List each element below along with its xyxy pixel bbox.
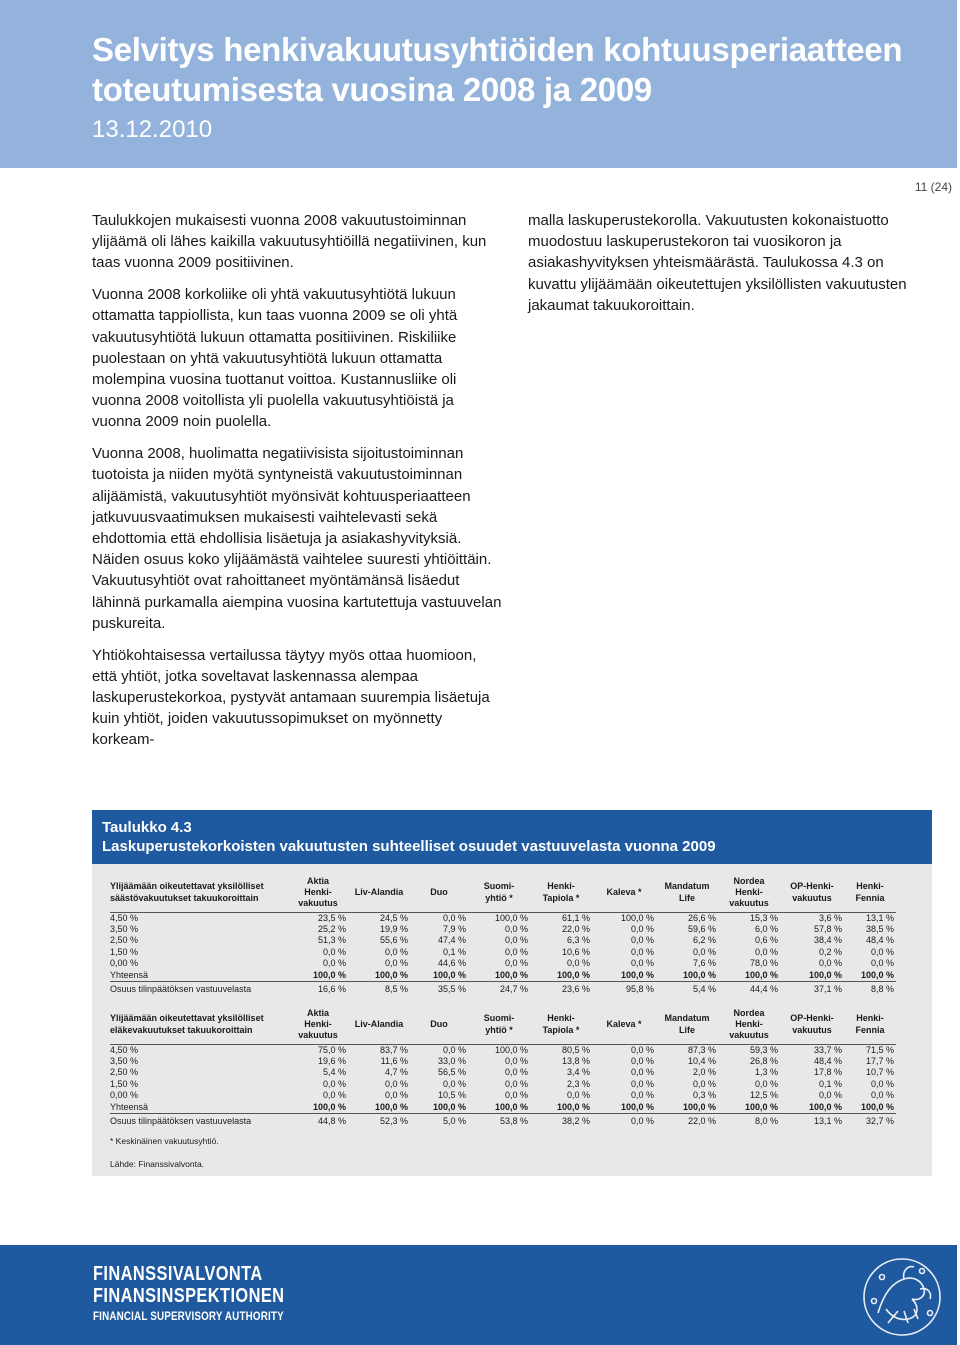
table-title: Laskuperustekorkoisten vakuutusten suhteelliset osuudet vastuuvelasta vuonna 2009 [102,838,716,855]
table-cell: 0,0 % [442,1044,466,1055]
table-cell: 35,5 % [410,981,468,995]
table-cell: 100,0 % [620,1101,654,1112]
title-line-2: toteutumisesta vuosina 2008 ja 2009 [92,71,652,108]
table-cell: 0,0 % [818,958,842,969]
table-caption [92,810,932,864]
table-cell: 37,1 % [780,981,844,995]
table-cell: 100,0 % [432,1101,466,1112]
table-cell: 6,2 % [692,935,716,946]
table-cell: 0,2 % [818,946,842,957]
paragraph: Vuonna 2008 korkoliike oli yhtä vakuutusyhtiötä lukuun ottamatta tappiollista, kun taas vuonna 2009 se oli yhtä vakuutusyhtiötä lukuun ottamatta positiivinen. Riskiliike puolestaan on yhtä vakuutusyhtiötä lukuun ottamatta molempina vuosina tuottanut voittoa. Kustannusliike oli vuonna 2008 voitollista yli puolella vakuutusyhtiöistä ja vuonna 2009 noin puolella. [92,286,458,431]
row-label: 1,50 % [110,1078,139,1089]
table-cell: 100,0 % [682,1101,716,1112]
table-cell: 0,0 % [322,1078,346,1089]
table-cell: 71,5 % [865,1044,894,1055]
table-cell: 16,6 % [288,981,348,995]
table-cell: 0,6 % [754,935,778,946]
document-date: 13.12.2010 [92,116,213,143]
row-group-label-line-2: säästövakuutukset takuukoroittain [110,892,259,903]
table-cell: 0,0 % [322,946,346,957]
table-cell: 0,0 % [504,1090,528,1101]
table-cell: 2,3 % [566,1078,590,1089]
table-cell: 26,6 % [687,912,716,923]
row-group-label-line-1: Ylijäämään oikeutettavat yksilölliset [110,881,264,892]
table-cell: 22,0 % [561,923,590,934]
column-header: Henki-Fennia [844,1006,896,1044]
table-row [110,912,896,924]
table-cell: 61,1 % [561,912,590,923]
table-cell: 33,7 % [813,1044,842,1055]
row-label: 2,50 % [110,1067,139,1078]
table-cell: 100,0 % [556,969,590,980]
table-row [110,958,896,969]
table-cell: 0,0 % [870,1078,894,1089]
table-cell: 75,0 % [317,1044,346,1055]
table-cell: 100,0 % [494,969,528,980]
total-row [110,970,896,982]
row-label: 0,00 % [110,958,139,969]
table-row [110,935,896,946]
column-header: Suomi-yhtiö * [468,1006,530,1044]
table-cell: 100,0 % [374,969,408,980]
column-header: Aktia Henki-vakuutus [288,1006,348,1044]
table-cell: 56,5 % [437,1067,466,1078]
column-header: OP-Henki-vakuutus [780,1006,844,1044]
table-cell: 0,1 % [442,946,466,957]
table-cell: 100,0 % [620,969,654,980]
table-cell: 100,0 % [860,1101,894,1112]
table-cell: 0,0 % [630,1090,654,1101]
row-group-label-line-1: Ylijäämään oikeutettavat yksilölliset [110,1013,264,1024]
table-cell: 17,8 % [813,1067,842,1078]
paragraph: Vuonna 2008, huolimatta negatiivisista sijoitustoiminnan tuotoista ja niiden myötä syntyneistä vakuutustoiminnan alijäämistä, vakuutusyhtiöt myönsivät kohtuusperiaatteen jatkuvuusvaatimuksen mukaisesti vaihtelevasti sekä ehdottomia että ehdollisia lisäetuja ja asiakashyvityksiä. Näiden osuus koko ylijäämästä vaihtelee suuresti yhtiöittäin. Vakuutusyhtiöt ovat rahoittaneet myöntämänsä lisäedut lähinnä purkamalla aiempina vuosina kartutettuja vastuuvelan puskureita. [92,445,502,632]
table-cell: 32,7 % [844,1113,896,1127]
table-cell: 0,0 % [384,958,408,969]
column-header: Mandatum Life [656,1006,718,1044]
column-header: Kaleva * [592,1006,656,1044]
table-cell: 80,5 % [561,1044,590,1055]
table-cell: 83,7 % [379,1044,408,1055]
table-cell: 33,0 % [437,1055,466,1066]
row-group-label [110,1006,288,1044]
table-cell: 6,0 % [754,923,778,934]
row-group-label [110,874,288,912]
table-cell: 0,0 % [870,1090,894,1101]
table-cell: 44,4 % [718,981,780,995]
table-cell: 38,4 % [813,935,842,946]
table-cell: 0,0 % [630,958,654,969]
table-cell: 95,8 % [592,981,656,995]
table-cell: 100,0 % [860,969,894,980]
table-cell: 0,0 % [592,1113,656,1127]
table-cell: 55,6 % [379,935,408,946]
table-header-row [110,874,896,912]
page-number: 11 (24) [914,180,952,194]
table-cell: 44,8 % [288,1113,348,1127]
table-cell: 100,0 % [744,969,778,980]
row-label: 0,00 % [110,1090,139,1101]
table-cell: 0,0 % [442,912,466,923]
table-row [110,947,896,958]
total-row [110,1102,896,1114]
table-cell: 78,0 % [749,958,778,969]
table-cell: 0,0 % [566,958,590,969]
column-header: Liv-Alandia [348,874,410,912]
table-cell: 100,0 % [744,1101,778,1112]
table-cell: 0,0 % [504,1067,528,1078]
brand-name-english: FINANCIAL SUPERVISORY AUTHORITY [93,1309,284,1323]
row-label: 4,50 % [110,912,139,923]
table-cell: 100,0 % [808,1101,842,1112]
table-cell: 13,1 % [865,912,894,923]
brand-name-swedish: FINANSINSPEKTIONEN [93,1285,285,1307]
table-header-row [110,1006,896,1044]
column-header: Aktia Henki-vakuutus [288,874,348,912]
table-cell: 59,3 % [749,1044,778,1055]
table-cell: 0,3 % [692,1090,716,1101]
row-label: 4,50 % [110,1044,139,1055]
table-number: Taulukko 4.3 [102,819,192,836]
brand-name-finnish: FINANSSIVALVONTA [93,1263,263,1285]
table-cell: 6,3 % [566,935,590,946]
table-cell: 100,0 % [620,912,654,923]
table-cell: 0,1 % [818,1078,842,1089]
table-cell: 0,0 % [870,958,894,969]
share-row [110,981,896,995]
row-label: 1,50 % [110,946,139,957]
table-cell: 87,3 % [687,1044,716,1055]
lion-crest-icon [858,1253,946,1341]
table-4-3 [92,810,932,1176]
table-cell: 0,0 % [322,1090,346,1101]
column-header: Nordea Henki-vakuutus [718,874,780,912]
column-header: Suomi-yhtiö * [468,874,530,912]
table-cell: 0,0 % [870,946,894,957]
paragraph: malla laskuperustekorolla. Vakuutusten kokonaistuotto muodostuu laskuperustekoron tai vuosikoron ja asiakashyvityksen yhteismäärästä. Taulukossa 4.3 on kuvattu ylijäämään oikeutettujen yksilöllisten vakuutusten jakaumat takuukoroittain. [528,212,907,314]
table-cell: 5,0 % [410,1113,468,1127]
table-cell: 52,3 % [348,1113,410,1127]
source-note: Lähde: Finanssivalvonta. [110,1159,205,1169]
table-cell: 44,6 % [437,958,466,969]
title-line-1: Selvitys henkivakuutusyhtiöiden kohtuusperiaatteen [92,31,903,68]
table-cell: 0,0 % [754,1078,778,1089]
table-cell: 7,9 % [442,923,466,934]
column-header: Duo [410,1006,468,1044]
column-header: Mandatum Life [656,874,718,912]
body-left-column [92,210,502,761]
table-cell: 100,0 % [494,1101,528,1112]
table-cell: 0,0 % [384,1090,408,1101]
table-cell: 0,0 % [566,1090,590,1101]
table-cell: 0,0 % [692,946,716,957]
table-row [110,1056,896,1067]
table-cell: 100,0 % [494,912,528,923]
table-cell: 1,3 % [754,1067,778,1078]
table-cell: 11,6 % [380,1055,408,1066]
table-cell: 0,0 % [692,1078,716,1089]
table-cell: 13,1 % [780,1113,844,1127]
table-cell: 100,0 % [494,1044,528,1055]
row-label: Yhteensä [110,969,149,980]
table-cell: 19,6 % [317,1055,346,1066]
table-cell: 5,4 % [656,981,718,995]
table-cell: 100,0 % [556,1101,590,1112]
row-label: Osuus tilinpäätöksen vastuuvelasta [110,981,288,995]
mutual-company-note: * Keskinäinen vakuutusyhtiö. [110,1136,219,1146]
table-cell: 12,5 % [749,1090,778,1101]
column-header: OP-Henki-vakuutus [780,874,844,912]
table-row [110,1067,896,1078]
table-cell: 100,0 % [432,969,466,980]
table-cell: 100,0 % [312,969,346,980]
table-cell: 19,9 % [379,923,408,934]
table-cell: 47,4 % [437,935,466,946]
table-row [110,924,896,935]
table-cell: 38,5 % [865,923,894,934]
share-row [110,1113,896,1127]
table-cell: 23,5 % [317,912,346,923]
table-cell: 0,0 % [630,1055,654,1066]
row-label: 2,50 % [110,935,139,946]
body-right-column [528,210,928,327]
table-cell: 10,4 % [687,1055,716,1066]
table-cell: 22,0 % [656,1113,718,1127]
table-cell: 8,8 % [844,981,896,995]
table-cell: 4,7 % [384,1067,408,1078]
table-cell: 10,5 % [437,1090,466,1101]
table-cell: 15,3 % [749,912,778,923]
row-label: Osuus tilinpäätöksen vastuuvelasta [110,1113,288,1127]
table-cell: 10,6 % [561,946,590,957]
table-cell: 3,6 % [818,912,842,923]
table-cell: 100,0 % [682,969,716,980]
table-cell: 8,0 % [718,1113,780,1127]
table-cell: 24,7 % [468,981,530,995]
row-label: 3,50 % [110,1055,139,1066]
row-label: Yhteensä [110,1101,149,1112]
savings-insurance-table [110,874,896,995]
table-row [110,1090,896,1101]
table-cell: 8,5 % [348,981,410,995]
table-cell: 0,0 % [630,1067,654,1078]
row-label: 3,50 % [110,923,139,934]
table-cell: 0,0 % [504,935,528,946]
table-cell: 53,8 % [468,1113,530,1127]
table-cell: 51,3 % [317,935,346,946]
column-header: Henki-Tapiola * [530,1006,592,1044]
table-cell: 100,0 % [374,1101,408,1112]
table-cell: 7,6 % [692,958,716,969]
table-cell: 48,4 % [865,935,894,946]
table-cell: 25,2 % [317,923,346,934]
table-cell: 0,0 % [504,946,528,957]
table-cell: 17,7 % [865,1055,894,1066]
table-cell: 26,8 % [749,1055,778,1066]
table-cell: 0,0 % [630,1078,654,1089]
column-header: Liv-Alandia [348,1006,410,1044]
table-cell: 0,0 % [384,946,408,957]
table-cell: 59,6 % [687,923,716,934]
table-cell: 0,0 % [818,1090,842,1101]
document-footer [0,1245,957,1345]
table-row [110,1044,896,1056]
document-header [0,0,957,168]
table-cell: 0,0 % [754,946,778,957]
table-cell: 5,4 % [322,1067,346,1078]
column-header: Nordea Henki-vakuutus [718,1006,780,1044]
table-cell: 0,0 % [322,958,346,969]
table-cell: 0,0 % [630,935,654,946]
table-cell: 0,0 % [442,1078,466,1089]
table-cell: 0,0 % [504,923,528,934]
table-cell: 2,0 % [692,1067,716,1078]
column-header: Duo [410,874,468,912]
table-cell: 3,4 % [566,1067,590,1078]
table-cell: 57,8 % [813,923,842,934]
table-cell: 100,0 % [312,1101,346,1112]
paragraph: Taulukkojen mukaisesti vuonna 2008 vakuutustoiminnan ylijäämä oli lähes kaikilla vakuutusyhtiöillä negatiivinen, kun taas vuonna 2009 positiivinen. [92,212,487,272]
table-cell: 0,0 % [630,923,654,934]
table-cell: 0,0 % [630,1044,654,1055]
document-title [92,30,912,110]
table-cell: 0,0 % [384,1078,408,1089]
table-row [110,1079,896,1090]
table-cell: 100,0 % [808,969,842,980]
row-group-label-line-2: eläkevakuutukset takuukoroittain [110,1024,253,1035]
table-cell: 38,2 % [530,1113,592,1127]
paragraph: Yhtiökohtaisessa vertailussa täytyy myös ottaa huomioon, että yhtiöt, jotka soveltavat laskennassa alempaa laskuperustekorkoa, pystyvät antamaan suurempia lisäetuja kuin yhtiöt, joiden vakuutussopimukset on myönnetty korkeam- [92,646,490,749]
column-header: Henki-Tapiola * [530,874,592,912]
table-cell: 48,4 % [813,1055,842,1066]
column-header: Kaleva * [592,874,656,912]
table-cell: 0,0 % [504,958,528,969]
table-cell: 0,0 % [630,946,654,957]
table-cell: 10,7 % [865,1067,894,1078]
table-cell: 13,8 % [561,1055,590,1066]
table-cell: 24,5 % [379,912,408,923]
table-cell: 23,6 % [530,981,592,995]
table-cell: 0,0 % [504,1078,528,1089]
pension-insurance-table [110,1006,896,1127]
table-cell: 0,0 % [504,1055,528,1066]
column-header: Henki-Fennia [844,874,896,912]
